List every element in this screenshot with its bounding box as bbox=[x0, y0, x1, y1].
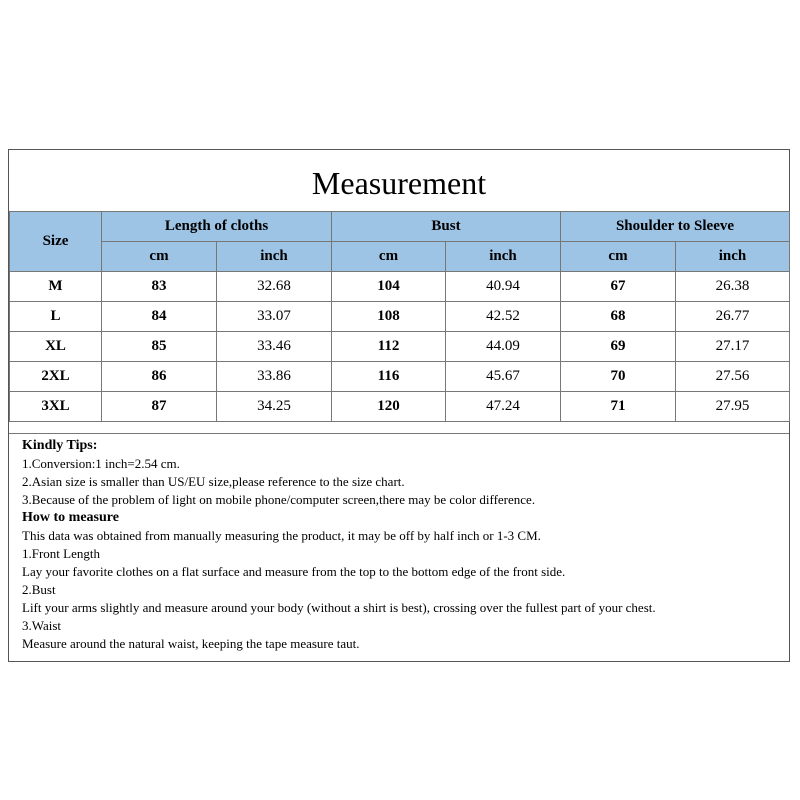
table-row bbox=[10, 362, 790, 392]
how-to-measure-heading: How to measure bbox=[22, 510, 119, 525]
bust-group-header: Bust bbox=[332, 212, 561, 242]
table-body bbox=[10, 272, 790, 422]
sleeve-inch-cell: 27.17 bbox=[676, 332, 790, 362]
measure-line: Lay your favorite clothes on a flat surface and measure from the top to the bottom edge of the front side. bbox=[22, 564, 566, 579]
sleeve-cm-cell: 71 bbox=[561, 392, 676, 422]
length-inch-cell: 33.86 bbox=[217, 362, 332, 392]
length-inch-cell: 34.25 bbox=[217, 392, 332, 422]
sleeve-inch-cell: 26.38 bbox=[676, 272, 790, 302]
kindly-tips-heading: Kindly Tips: bbox=[22, 438, 98, 453]
sleeve-inch-cell: 27.95 bbox=[676, 392, 790, 422]
table-row bbox=[10, 272, 790, 302]
unit-header: inch bbox=[446, 242, 561, 272]
size-cell: L bbox=[10, 302, 102, 332]
size-cell: 2XL bbox=[10, 362, 102, 392]
measure-line: 3.Waist bbox=[22, 618, 62, 633]
measure-line: Lift your arms slightly and measure around your body (without a shirt is best), crossing over the fullest part of your chest. bbox=[22, 600, 656, 615]
tip-line: 1.Conversion:1 inch=2.54 cm. bbox=[22, 456, 180, 471]
tip-line: 3.Because of the problem of light on mobile phone/computer screen,there may be color difference. bbox=[22, 492, 536, 507]
measure-line: Measure around the natural waist, keeping the tape measure taut. bbox=[22, 636, 360, 651]
sleeve-group-header: Shoulder to Sleeve bbox=[561, 212, 790, 242]
bust-inch-cell: 47.24 bbox=[446, 392, 561, 422]
measure-line: 1.Front Length bbox=[22, 546, 100, 561]
bust-cm-cell: 120 bbox=[332, 392, 446, 422]
bust-inch-cell: 44.09 bbox=[446, 332, 561, 362]
tip-line: 2.Asian size is smaller than US/EU size,please reference to the size chart. bbox=[22, 474, 405, 489]
length-cm-cell: 87 bbox=[102, 392, 217, 422]
chart-title: Measurement bbox=[311, 165, 487, 201]
measure-line: This data was obtained from manually measuring the product, it may be off by half inch or 1-3 CM. bbox=[22, 528, 541, 543]
sleeve-cm-cell: 68 bbox=[561, 302, 676, 332]
unit-header: cm bbox=[561, 242, 676, 272]
unit-header: inch bbox=[217, 242, 332, 272]
table-header bbox=[10, 212, 790, 272]
unit-header: inch bbox=[676, 242, 790, 272]
bust-cm-cell: 108 bbox=[332, 302, 446, 332]
measure-line: 2.Bust bbox=[22, 582, 56, 597]
bust-inch-cell: 45.67 bbox=[446, 362, 561, 392]
table-row bbox=[10, 332, 790, 362]
length-inch-cell: 33.46 bbox=[217, 332, 332, 362]
sleeve-cm-cell: 70 bbox=[561, 362, 676, 392]
unit-header: cm bbox=[332, 242, 446, 272]
length-cm-cell: 83 bbox=[102, 272, 217, 302]
bust-cm-cell: 112 bbox=[332, 332, 446, 362]
tips-section bbox=[9, 433, 789, 661]
sleeve-inch-cell: 27.56 bbox=[676, 362, 790, 392]
length-cm-cell: 84 bbox=[102, 302, 217, 332]
header-row-groups bbox=[10, 212, 790, 242]
length-group-header: Length of cloths bbox=[102, 212, 332, 242]
sleeve-cm-cell: 67 bbox=[561, 272, 676, 302]
header-row-units bbox=[10, 242, 790, 272]
size-cell: 3XL bbox=[10, 392, 102, 422]
size-table bbox=[9, 211, 790, 422]
length-inch-cell: 32.68 bbox=[217, 272, 332, 302]
bust-inch-cell: 40.94 bbox=[446, 272, 561, 302]
table-row bbox=[10, 302, 790, 332]
unit-header: cm bbox=[102, 242, 217, 272]
table-row bbox=[10, 392, 790, 422]
length-inch-cell: 33.07 bbox=[217, 302, 332, 332]
length-cm-cell: 86 bbox=[102, 362, 217, 392]
bust-inch-cell: 42.52 bbox=[446, 302, 561, 332]
bust-cm-cell: 116 bbox=[332, 362, 446, 392]
size-chart-card bbox=[8, 149, 790, 662]
sleeve-inch-cell: 26.77 bbox=[676, 302, 790, 332]
size-cell: XL bbox=[10, 332, 102, 362]
size-cell: M bbox=[10, 272, 102, 302]
size-column-header: Size bbox=[10, 212, 102, 272]
sleeve-cm-cell: 69 bbox=[561, 332, 676, 362]
bust-cm-cell: 104 bbox=[332, 272, 446, 302]
length-cm-cell: 85 bbox=[102, 332, 217, 362]
